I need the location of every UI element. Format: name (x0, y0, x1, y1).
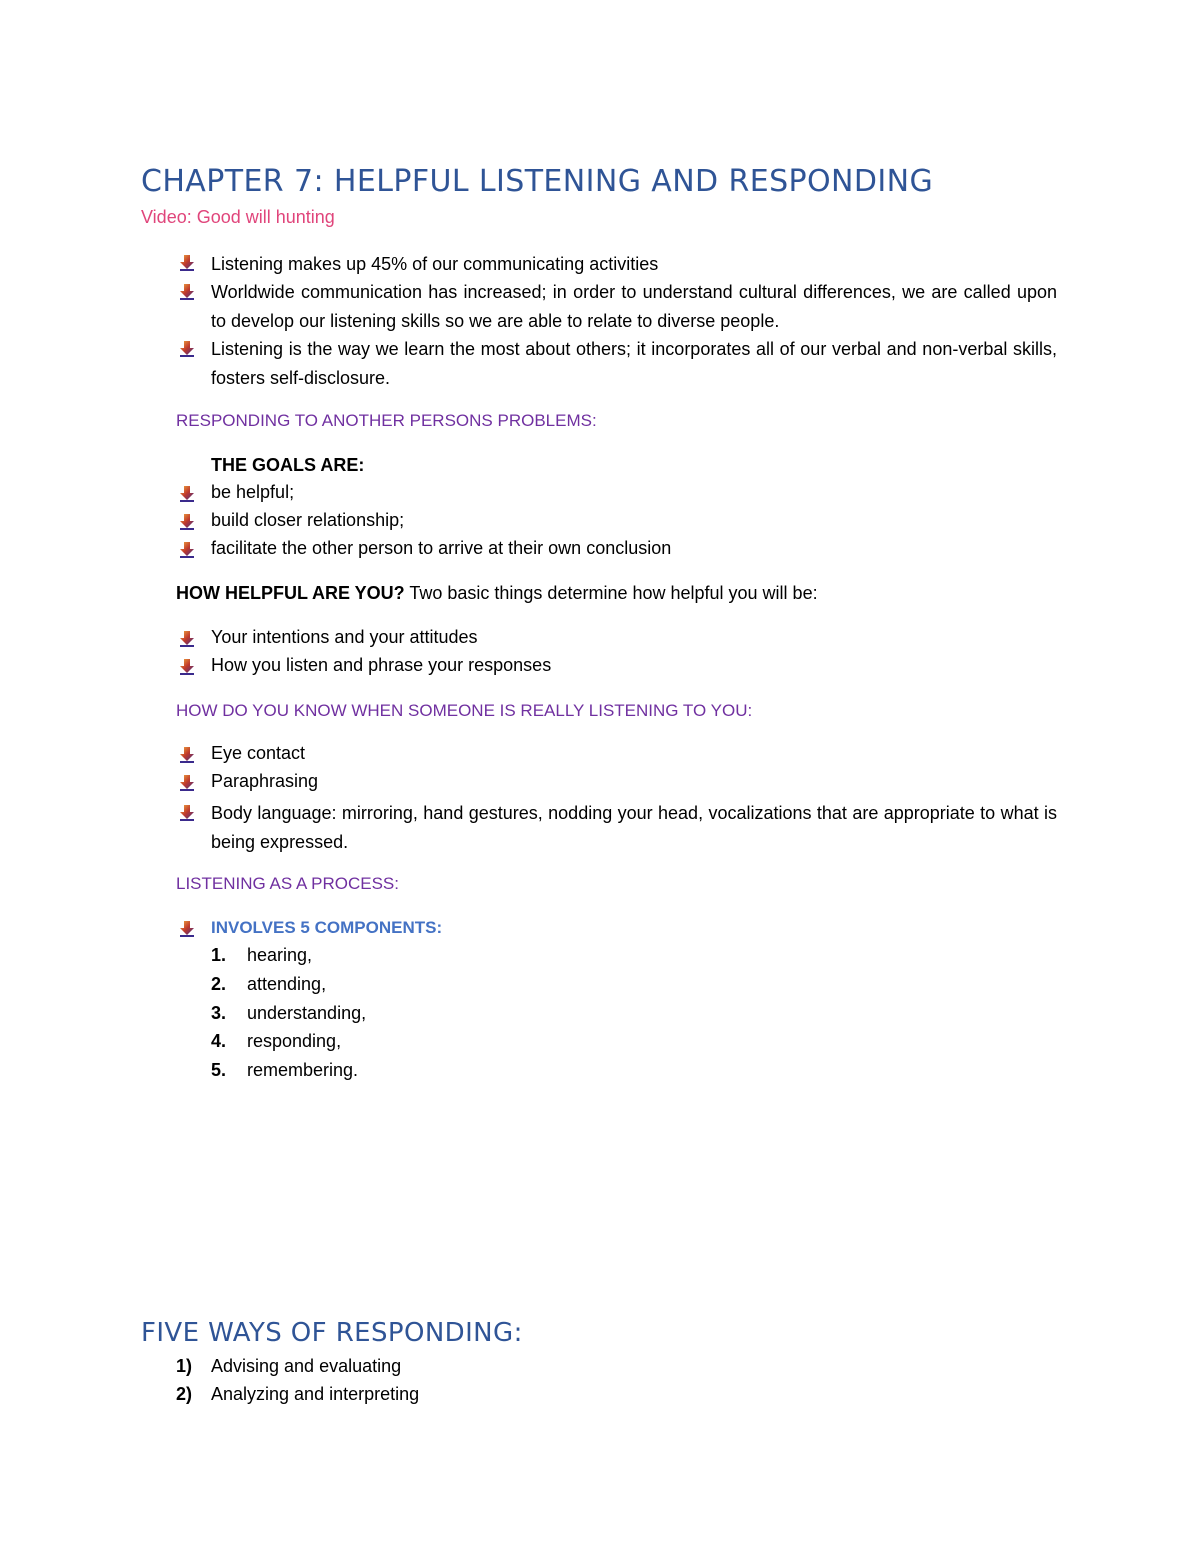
component-item: hearing, (247, 945, 313, 965)
five-ways-number: 2) (176, 1384, 193, 1404)
arrow-bullet-icon (178, 513, 196, 531)
page-title: CHAPTER 7: HELPFUL LISTENING AND RESPONDING (141, 164, 934, 199)
helpful-paragraph (176, 583, 818, 604)
goal-item: build closer relationship; (211, 510, 405, 530)
arrow-bullet-icon (178, 920, 196, 938)
component-item: remembering. (247, 1060, 359, 1080)
intro-bullet-3: Listening is the way we learn the most about others; it incorporates all of our verbal and non-verbal skills, fosters self-disclosure. (211, 339, 1057, 388)
arrow-bullet-icon (178, 774, 196, 792)
video-subtitle: Video: Good will hunting (141, 207, 335, 227)
component-number: 2. (211, 974, 227, 994)
arrow-bullet-icon (178, 630, 196, 648)
intro-bullet-1: Listening makes up 45% of our communicating activities (211, 254, 659, 274)
helpful-question: HOW HELPFUL ARE YOU? (176, 583, 405, 603)
component-item: responding, (247, 1031, 342, 1051)
arrow-bullet-icon (178, 254, 196, 272)
five-ways-item: Advising and evaluating (211, 1356, 402, 1376)
component-number: 3. (211, 1003, 227, 1023)
component-number: 1. (211, 945, 227, 965)
components-label: INVOLVES 5 COMPONENTS: (211, 918, 443, 937)
helpful-item: Your intentions and your attitudes (211, 627, 478, 647)
process-heading: LISTENING AS A PROCESS: (176, 874, 399, 893)
component-item: understanding, (247, 1003, 367, 1023)
arrow-bullet-icon (178, 283, 196, 301)
intro-bullet-2: Worldwide communication has increased; in order to understand cultural differences, we are called upon to develop our listening skills so we are able to relate to diverse people. (211, 282, 1057, 331)
goal-item: be helpful; (211, 482, 295, 502)
know-item: Paraphrasing (211, 771, 319, 791)
know-heading: HOW DO YOU KNOW WHEN SOMEONE IS REALLY LISTENING TO YOU: (176, 701, 753, 720)
know-item: Eye contact (211, 743, 306, 763)
five-ways-number: 1) (176, 1356, 193, 1376)
arrow-bullet-icon (178, 804, 196, 822)
helpful-rest: Two basic things determine how helpful you will be: (404, 583, 818, 603)
five-ways-heading: FIVE WAYS OF RESPONDING: (141, 1318, 523, 1348)
arrow-bullet-icon (178, 340, 196, 358)
goals-label: THE GOALS ARE: (211, 455, 365, 475)
responding-heading: RESPONDING TO ANOTHER PERSONS PROBLEMS: (176, 411, 597, 430)
component-item: attending, (247, 974, 327, 994)
arrow-bullet-icon (178, 746, 196, 764)
helpful-item: How you listen and phrase your responses (211, 655, 552, 675)
component-number: 5. (211, 1060, 227, 1080)
component-number: 4. (211, 1031, 227, 1051)
arrow-bullet-icon (178, 541, 196, 559)
goal-item: facilitate the other person to arrive at their own conclusion (211, 538, 672, 558)
five-ways-item: Analyzing and interpreting (211, 1384, 420, 1404)
arrow-bullet-icon (178, 658, 196, 676)
arrow-bullet-icon (178, 485, 196, 503)
know-item: Body language: mirroring, hand gestures, nodding your head, vocalizations that are appropriate to what is being expressed. (211, 803, 1057, 852)
